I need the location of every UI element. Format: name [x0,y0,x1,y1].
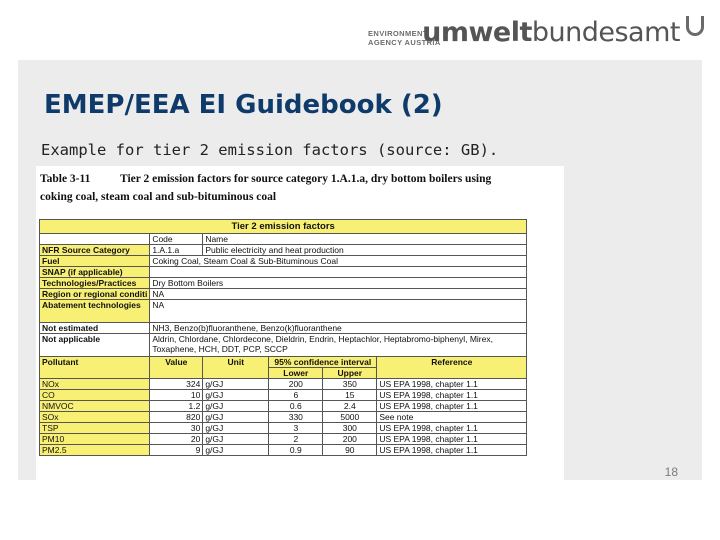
region-value: NA [150,289,527,300]
nfr-label: NFR Source Category [40,245,150,256]
pollutant-name: PM2.5 [40,445,150,456]
pollutant-row [40,379,527,390]
abatement-value: NA [150,300,527,323]
pollutant-unit: g/GJ [203,423,269,434]
logo-wordmark-light: bundesamt [531,17,680,48]
pollutant-lower: 6 [269,390,323,401]
not-estimated-value: NH3, Benzo(b)fluoranthene, Benzo(k)fluoranthene [150,323,527,334]
col-confidence-interval: 95% confidence interval [269,357,377,368]
caption-line-1: Tier 2 emission factors for source category 1.A.1.a, dry bottom boilers using [120,173,492,185]
col-pollutant: Pollutant [40,357,150,379]
pollutant-value: 820 [150,412,203,423]
col-code: Code [150,234,203,245]
pollutant-name: TSP [40,423,150,434]
pollutant-name: PM10 [40,434,150,445]
pollutant-name: NOx [40,379,150,390]
nfr-name: Public electricity and heat production [203,245,527,256]
pollutant-unit: g/GJ [203,401,269,412]
pollutant-value: 1.2 [150,401,203,412]
table-label: Table 3-11 [40,173,91,185]
pollutant-value: 30 [150,423,203,434]
nfr-code: 1.A.1.a [150,245,203,256]
pollutant-value: 9 [150,445,203,456]
pollutant-unit: g/GJ [203,412,269,423]
col-reference: Reference [377,357,527,379]
pollutant-reference: US EPA 1998, chapter 1.1 [377,434,527,445]
not-applicable-line-1: Aldrin, Chlordane, Chlordecone, Dieldrin, Endrin, Heptachlor, Heptabromo-biphenyl, Mirex, [152,334,493,344]
slide-title: EMEP/EEA EI Guidebook (2) [44,90,443,120]
col-unit: Unit [203,357,269,379]
pollutant-unit: g/GJ [203,379,269,390]
pollutant-row [40,434,527,445]
pollutant-lower: 330 [269,412,323,423]
pollutant-value: 20 [150,434,203,445]
pollutant-reference: See note [377,412,527,423]
snap-label: SNAP (if applicable) [40,267,150,278]
pollutant-value: 10 [150,390,203,401]
pollutant-name: NMVOC [40,401,150,412]
caption-line-2: coking coal, steam coal and sub-bituminous coal [40,191,277,203]
pollutant-lower: 200 [269,379,323,390]
fuel-value: Coking Coal, Steam Coal & Sub-Bituminous Coal [150,256,527,267]
pollutant-row [40,390,527,401]
technologies-label: Technologies/Practices [40,278,150,289]
logo-line-agency-austria: AGENCY AUSTRIA [368,38,441,47]
pollutant-reference: US EPA 1998, chapter 1.1 [377,390,527,401]
table-header: Tier 2 emission factors [40,220,527,234]
pollutant-rows [40,379,527,456]
pollutant-unit: g/GJ [203,434,269,445]
umweltbundesamt-logo [368,14,708,54]
document-excerpt [36,166,564,480]
pollutant-name: CO [40,390,150,401]
logo-line-environment: ENVIRONMENT [368,29,428,38]
pollutant-upper: 90 [323,445,377,456]
pollutant-upper: 350 [323,379,377,390]
pollutant-unit: g/GJ [203,390,269,401]
pollutant-lower: 0.9 [269,445,323,456]
col-value: Value [150,357,203,379]
pollutant-row [40,401,527,412]
region-label: Region or regional conditi [40,289,150,300]
pollutant-row [40,412,527,423]
pollutant-value: 324 [150,379,203,390]
pollutant-name: SOx [40,412,150,423]
col-upper: Upper [323,368,377,379]
pollutant-upper: 200 [323,434,377,445]
technologies-value: Dry Bottom Boilers [150,278,527,289]
pollutant-reference: US EPA 1998, chapter 1.1 [377,379,527,390]
emission-factors-table [39,219,527,456]
slide-subtitle: Example for tier 2 emission factors (source: GB). [41,141,499,159]
pollutant-reference: US EPA 1998, chapter 1.1 [377,423,527,434]
pollutant-upper: 300 [323,423,377,434]
pollutant-upper: 5000 [323,412,377,423]
page-number: 18 [664,465,678,479]
pollutant-upper: 2.4 [323,401,377,412]
not-estimated-label: Not estimated [40,323,150,334]
table-caption [40,170,550,206]
pollutant-reference: US EPA 1998, chapter 1.1 [377,401,527,412]
pollutant-lower: 3 [269,423,323,434]
col-name: Name [203,234,527,245]
pollutant-row [40,445,527,456]
abatement-label: Abatement technologies [40,300,150,323]
not-applicable-label: Not applicable [40,334,150,357]
not-applicable-line-2: Toxaphene, HCH, DDT, PCP, SCCP [152,344,288,354]
logo-wordmark-bold: umwelt [422,17,532,48]
pollutant-lower: 0.6 [269,401,323,412]
pollutant-row [40,423,527,434]
empty-cell [40,234,150,245]
snap-value [150,267,527,278]
logo-u-icon [686,16,704,36]
fuel-label: Fuel [40,256,150,267]
pollutant-reference: US EPA 1998, chapter 1.1 [377,445,527,456]
logo-wordmark [422,17,680,48]
pollutant-lower: 2 [269,434,323,445]
col-lower: Lower [269,368,323,379]
not-applicable-value [150,334,527,357]
pollutant-unit: g/GJ [203,445,269,456]
pollutant-upper: 15 [323,390,377,401]
